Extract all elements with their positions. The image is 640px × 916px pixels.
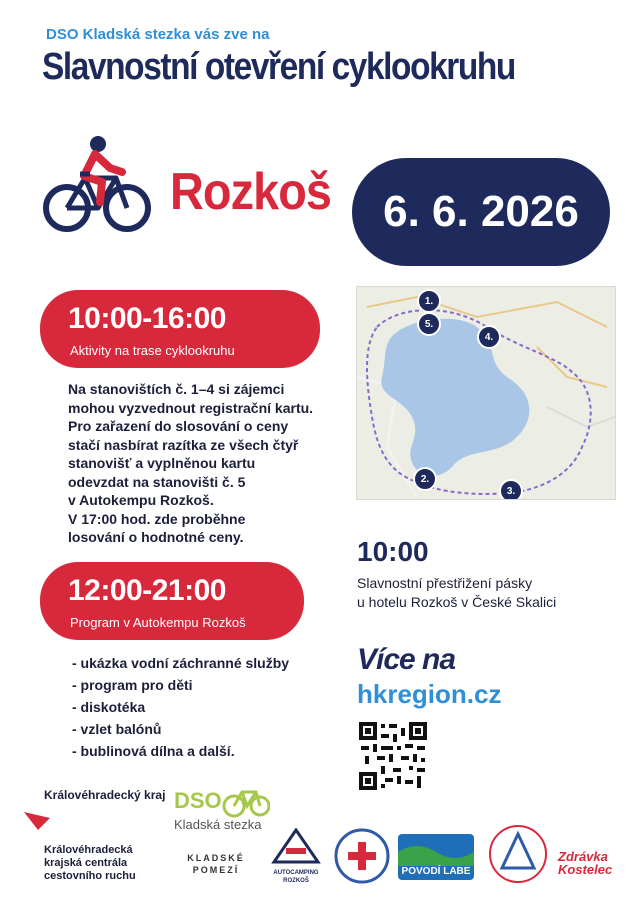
jachting-logo [486, 824, 550, 884]
dso-mark: DSO [174, 788, 222, 813]
centrala-logo-text [44, 844, 164, 883]
text-line: stanovišť a vyplněnou kartu [68, 455, 256, 471]
list-item: - program pro děti [72, 677, 193, 693]
ceremony-text [357, 574, 556, 612]
text-line: Na stanovištích č. 1–4 si zájemci [68, 381, 285, 397]
event-date: 6. 6. 2026 [383, 187, 579, 236]
ceremony-line: Slavnostní přestřižení pásky [357, 575, 533, 591]
list-item: - bublinová dílna a další. [72, 743, 235, 759]
text-line: Pro zařazení do slosování o ceny [68, 418, 289, 434]
dso-logo [174, 782, 270, 832]
autocamping-text: AUTOCAMPING ROZKOŠ [273, 870, 319, 884]
map-marker: 3. [499, 479, 523, 500]
program-label: Program v Autokempu Rozkoš [70, 615, 246, 630]
activities-text [68, 380, 358, 547]
autocamping-icon [266, 828, 326, 864]
text-line: odevzdat na stanovišti č. 5 [68, 473, 246, 490]
cyclist-icon [40, 134, 152, 234]
route-map [356, 286, 616, 500]
centrala-line: Královéhradecká [44, 844, 133, 856]
event-title: Slavnostní otevření cyklookruhu [42, 46, 515, 88]
program-time: 12:00-21:00 [68, 574, 226, 607]
water-rescue-logo [332, 828, 392, 884]
list-item: - ukázka vodní záchranné služby [72, 655, 290, 671]
map-marker: 4. [477, 325, 501, 349]
kraj-logo-text: Královéhradecký kraj [44, 788, 166, 802]
text-line: mohou vyzvednout registrační kartu. [68, 399, 314, 416]
kladske-pomezi-logo: KLADSKÉ POMEZÍ [187, 853, 245, 875]
map-marker: 1. [417, 289, 441, 313]
zdravka-logo [554, 832, 618, 882]
list-item: - diskotéka [72, 699, 146, 715]
text-line: v Autokempu Rozkoš. [68, 492, 214, 508]
invite-line: DSO Kladská stezka vás zve na [46, 26, 270, 43]
website-link[interactable]: hkregion.cz [357, 679, 502, 709]
text-line: stačí nasbírat razítka ze všech čtyř [68, 436, 299, 453]
ceremony-line: u hotelu Rozkoš v České Skalici [357, 594, 557, 610]
list-item: - vzlet balónů [72, 721, 162, 737]
kraj-logo-icon [24, 812, 50, 830]
emphasis-line: losování o hodnotné ceny. [68, 529, 244, 545]
map-graphic [357, 287, 615, 499]
wave-icon [398, 836, 474, 866]
povodi-labe-logo [398, 834, 474, 880]
dso-name: Kladská stezka [174, 817, 262, 832]
centrala-line: cestovního ruchu [44, 870, 136, 882]
zdravka-text: Zdrávka Kostelec [558, 849, 613, 877]
map-marker: 2. [413, 467, 437, 491]
ceremony-time: 10:00 [357, 536, 429, 567]
program-list [72, 652, 289, 762]
activities-time: 10:00-16:00 [68, 302, 226, 335]
autocamping-logo [266, 828, 326, 884]
centrala-line: krajská centrála [44, 857, 128, 869]
activities-label: Aktivity na trase cyklookruhu [70, 343, 235, 358]
qr-code[interactable] [357, 720, 429, 792]
map-marker: 5. [417, 312, 441, 336]
more-label: Více na [357, 643, 456, 676]
program-pill [40, 562, 304, 640]
date-badge [352, 158, 610, 266]
activities-pill [40, 290, 320, 368]
emphasis-line: V 17:00 hod. zde proběhne [68, 510, 246, 527]
povodi-labe-text: POVODÍ LABE [401, 866, 471, 877]
place-name: Rozkoš [170, 163, 332, 221]
